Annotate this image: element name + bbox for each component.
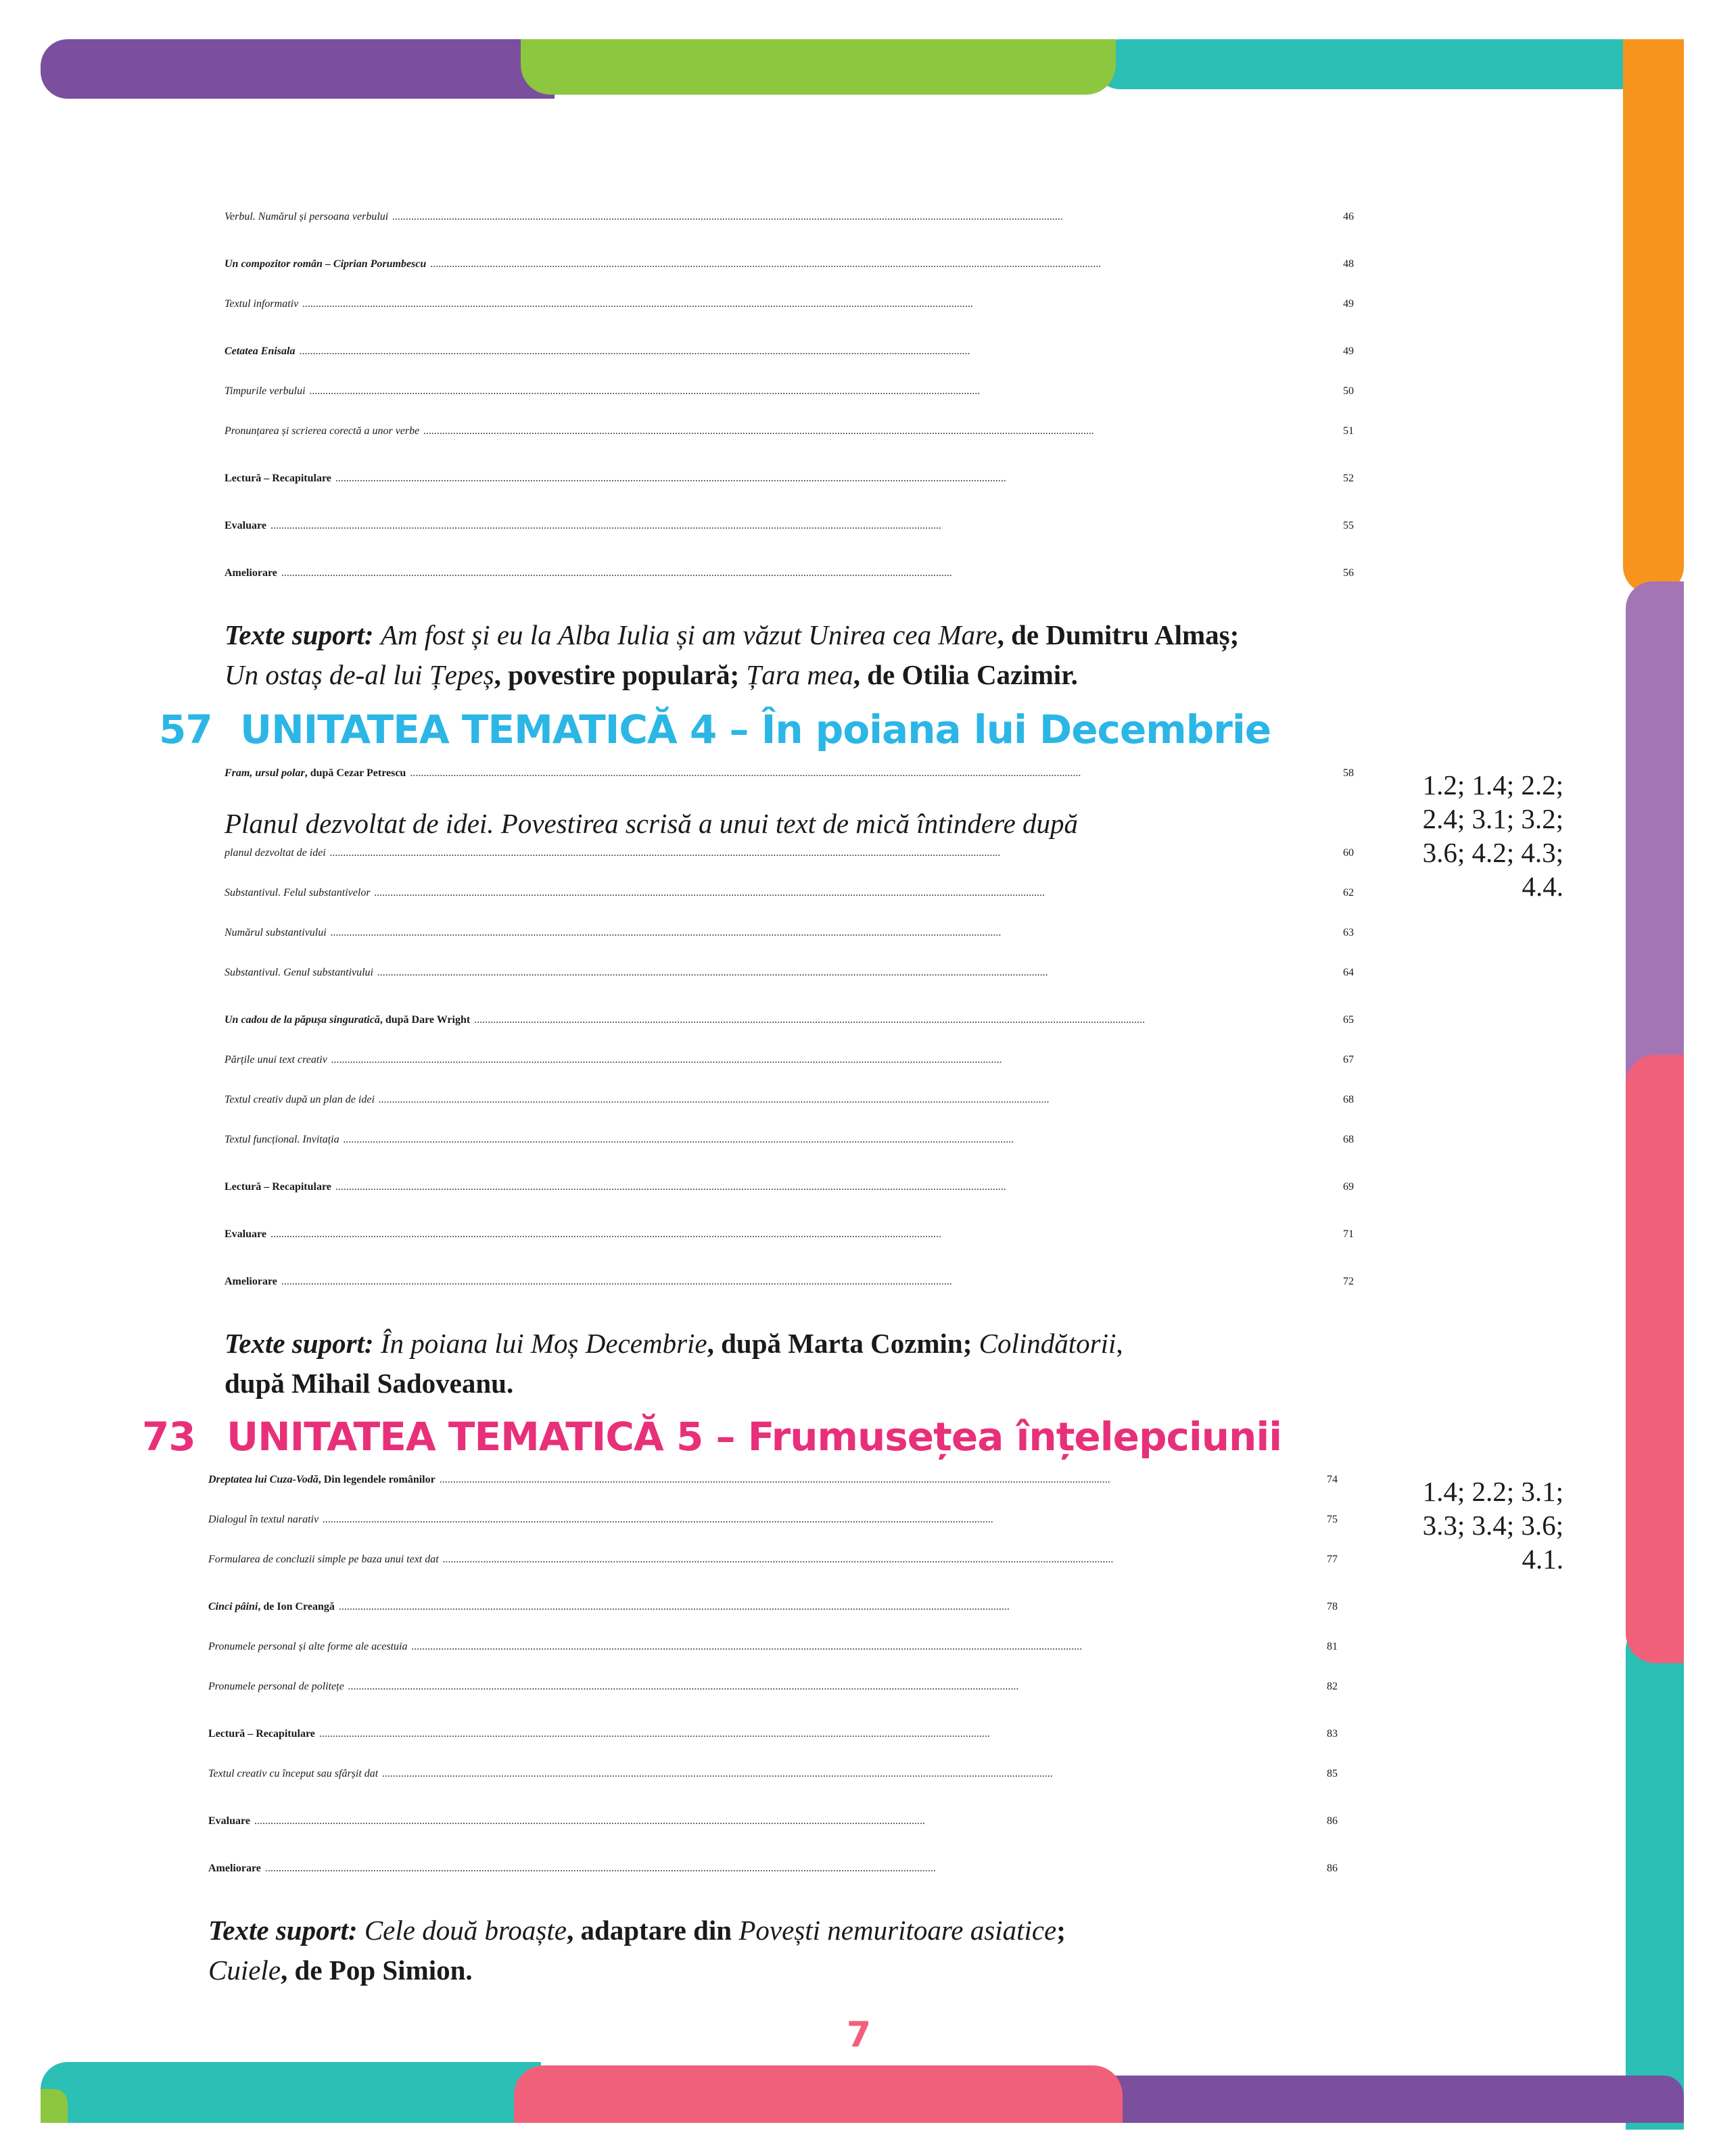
border-band-bottom-purple <box>1096 2076 1684 2123</box>
toc-entry-page: 55 <box>1343 520 1354 531</box>
border-band-right-purple <box>1626 581 1684 1116</box>
toc-entry-page: 48 <box>1343 258 1354 270</box>
toc-entry[interactable] <box>225 385 1354 398</box>
border-band-top-purple <box>41 39 555 99</box>
texte-suport: Texte suport: Cele două broaște, adaptare din Povești nemuritoare asiatice; <box>208 1915 1066 1946</box>
toc-entry-section[interactable] <box>225 1276 1354 1288</box>
border-band-right-pink <box>1626 1055 1684 1663</box>
toc-entry-title: Evaluare <box>208 1815 250 1827</box>
toc-entry-page: 68 <box>1343 1094 1354 1105</box>
toc-entry-title: planul dezvoltat de idei <box>225 847 326 859</box>
toc-entry-section[interactable] <box>225 520 1354 532</box>
competences-unit5: 1.4; 2.2; 3.1; 3.3; 3.4; 3.6; 4.1. <box>1422 1476 1563 1575</box>
toc-entry-lesson[interactable]: Un cadou de la păpușa singuratică, după Dare Wright ..... 65 <box>225 1014 1354 1026</box>
toc-entry-title: Evaluare <box>225 520 266 531</box>
toc-entry[interactable] <box>208 1768 1338 1780</box>
toc-entry-page: 72 <box>1343 1276 1354 1287</box>
toc-entry-section[interactable] <box>225 1228 1354 1241</box>
toc-entry[interactable] <box>225 927 1354 939</box>
toc-entry[interactable] <box>225 425 1354 437</box>
toc-entry-page: 67 <box>1343 1054 1354 1065</box>
toc-entry-page: 85 <box>1327 1768 1338 1779</box>
toc-entry-page: 58 <box>1343 767 1354 779</box>
toc-entry-page: 56 <box>1343 567 1354 579</box>
toc-entry-page: 64 <box>1343 967 1354 978</box>
toc-entry-title: Un compozitor român – Ciprian Porumbescu <box>225 258 427 270</box>
toc-entry-section[interactable] <box>208 1815 1338 1827</box>
unit-heading[interactable] <box>142 1414 1281 1460</box>
toc-entry-page: 86 <box>1327 1815 1338 1827</box>
toc-entry-page: 81 <box>1327 1641 1338 1652</box>
toc-entry[interactable] <box>208 1681 1338 1693</box>
toc-entry-page: 78 <box>1327 1601 1338 1612</box>
border-band-top-teal <box>1096 39 1684 89</box>
toc-entry-page: 50 <box>1343 385 1354 397</box>
toc-entry-page: 86 <box>1327 1863 1338 1874</box>
toc-entry-page: 60 <box>1343 847 1354 859</box>
toc-entry[interactable] <box>208 1514 1338 1526</box>
toc-entry[interactable] <box>208 1641 1338 1653</box>
texte-suport-continued: Un ostaș de-al lui Țepeș, povestire populară; Țara mea, de Otilia Cazimir. <box>225 659 1078 690</box>
toc-entry-title: Textul informativ <box>225 298 299 310</box>
unit-page-number: 73 <box>142 1414 195 1460</box>
toc-entry-lesson[interactable]: Fram, ursul polar, după Cezar Petrescu ..... 58 <box>225 767 1354 780</box>
toc-entry-title: Ameliorare <box>208 1863 261 1874</box>
toc-entry-title: Formularea de concluzii simple pe baza unui text dat <box>208 1554 439 1565</box>
border-band-right-orange <box>1623 39 1684 594</box>
toc-entry-page: 74 <box>1327 1474 1338 1485</box>
unit-title: UNITATEA TEMATICĂ 4 – În poiana lui Decembrie <box>240 706 1271 752</box>
toc-entry-page: 52 <box>1343 473 1354 484</box>
toc-entry-title: Părțile unui text creativ <box>225 1054 327 1065</box>
unit-title: UNITATEA TEMATICĂ 5 – Frumusețea înțelepciunii <box>227 1414 1282 1460</box>
toc-entry[interactable] <box>225 967 1354 979</box>
toc-entry[interactable] <box>208 1554 1338 1566</box>
toc-entry-title: Timpurile verbului <box>225 385 306 397</box>
toc-entry-page: 65 <box>1343 1014 1354 1026</box>
competences-unit4: 1.2; 1.4; 2.2; 2.4; 3.1; 3.2; 3.6; 4.2; 4.3; 4.4. <box>1422 769 1563 902</box>
toc-entry-page: 75 <box>1327 1514 1338 1525</box>
toc-entry-title: Dreptatea lui Cuza-Vodă <box>208 1474 319 1485</box>
toc-entry-title: Numărul substantivului <box>225 927 327 938</box>
toc-entry-title: Lectură – Recapitulare <box>208 1728 315 1740</box>
toc-entry-title: Ameliorare <box>225 1276 277 1287</box>
toc-entry[interactable] <box>225 1054 1354 1066</box>
texte-suport: Texte suport: Am fost și eu la Alba Iulia și am văzut Unirea cea Mare, de Dumitru Almaș; <box>225 619 1240 650</box>
toc-entry-page: 83 <box>1327 1728 1338 1740</box>
toc-entry[interactable] <box>225 847 1354 859</box>
toc-entry-title: Ameliorare <box>225 567 277 579</box>
toc-entry[interactable] <box>225 298 1354 310</box>
toc-entry-title: Textul funcțional. Invitația <box>225 1134 339 1145</box>
texte-suport-continued: Cuiele, de Pop Simion. <box>208 1955 473 1986</box>
toc-entry-page: 46 <box>1343 211 1354 222</box>
toc-entry[interactable] <box>225 1094 1354 1106</box>
toc-entry-section[interactable] <box>225 473 1354 485</box>
toc-entry-title: Verbul. Numărul și persoana verbului <box>225 211 389 222</box>
toc-entry-title: Cinci pâini <box>208 1601 258 1612</box>
toc-entry-title-line1: Planul dezvoltat de idei. Povestirea scrisă a unui text de mică întindere după <box>225 808 1079 839</box>
toc-entry-lesson[interactable]: Cinci pâini, de Ion Creangă ..... 78 <box>208 1601 1338 1613</box>
toc-entry-section[interactable] <box>208 1863 1338 1875</box>
toc-entry-title: Pronumele personal de politețe <box>208 1681 344 1692</box>
toc-entry-page: 49 <box>1343 298 1354 310</box>
toc-entry-page: 77 <box>1327 1554 1338 1565</box>
toc-entry-section[interactable] <box>225 567 1354 579</box>
border-band-top-green <box>521 39 1116 95</box>
toc-entry-title: Fram, ursul polar <box>225 767 305 779</box>
toc-entry[interactable] <box>225 211 1354 223</box>
border-band-bottom-teal <box>41 2062 541 2123</box>
toc-entry-page: 69 <box>1343 1181 1354 1193</box>
toc-entry-section[interactable] <box>208 1728 1338 1740</box>
texte-suport: Texte suport: În poiana lui Moș Decembrie, după Marta Cozmin; Colindătorii, <box>225 1328 1123 1359</box>
toc-entry-page: 68 <box>1343 1134 1354 1145</box>
border-band-right-teal <box>1626 1623 1684 2130</box>
page-number: 7 <box>846 2015 872 2055</box>
toc-entry-title: Lectură – Recapitulare <box>225 1181 331 1193</box>
toc-entry-title: Substantivul. Genul substantivului <box>225 967 373 978</box>
toc-entry-title: Substantivul. Felul substantivelor <box>225 887 371 899</box>
toc-entry-title: Lectură – Recapitulare <box>225 473 331 484</box>
toc-entry-section[interactable] <box>225 1181 1354 1193</box>
texte-suport-continued: după Mihail Sadoveanu. <box>225 1368 514 1399</box>
toc-entry-lesson[interactable] <box>225 345 1354 358</box>
toc-entry-title: Pronumele personal și alte forme ale acestuia <box>208 1641 408 1652</box>
toc-entry-page: 63 <box>1343 927 1354 938</box>
toc-entry-title: Cetatea Enisala <box>225 345 296 357</box>
unit-heading[interactable] <box>159 706 1271 752</box>
toc-entry-title: Textul creativ după un plan de idei <box>225 1094 375 1105</box>
toc-entry-title: Pronunțarea și scrierea corectă a unor verbe <box>225 425 420 437</box>
toc-entry[interactable] <box>225 1134 1354 1146</box>
unit-page-number: 57 <box>159 706 212 752</box>
toc-entry-title: Dialogul în textul narativ <box>208 1514 319 1525</box>
border-band-bottom-green <box>41 2089 68 2123</box>
border-band-bottom-pink <box>514 2065 1123 2123</box>
toc-entry-page: 62 <box>1343 887 1354 899</box>
toc-entry-page: 82 <box>1327 1681 1338 1692</box>
toc-entry-title: Un cadou de la păpușa singuratică <box>225 1014 380 1026</box>
toc-entry-page: 51 <box>1343 425 1354 437</box>
toc-entry-page: 71 <box>1343 1228 1354 1240</box>
toc-entry-lesson[interactable] <box>225 258 1354 270</box>
toc-entry[interactable] <box>225 887 1354 899</box>
toc-entry-page: 49 <box>1343 345 1354 357</box>
toc-entry-title: Evaluare <box>225 1228 266 1240</box>
toc-entry-title: Textul creativ cu început sau sfârșit dat <box>208 1768 379 1779</box>
toc-entry-lesson[interactable]: Dreptatea lui Cuza-Vodă, Din legendele românilor ..... 74 <box>208 1474 1338 1486</box>
